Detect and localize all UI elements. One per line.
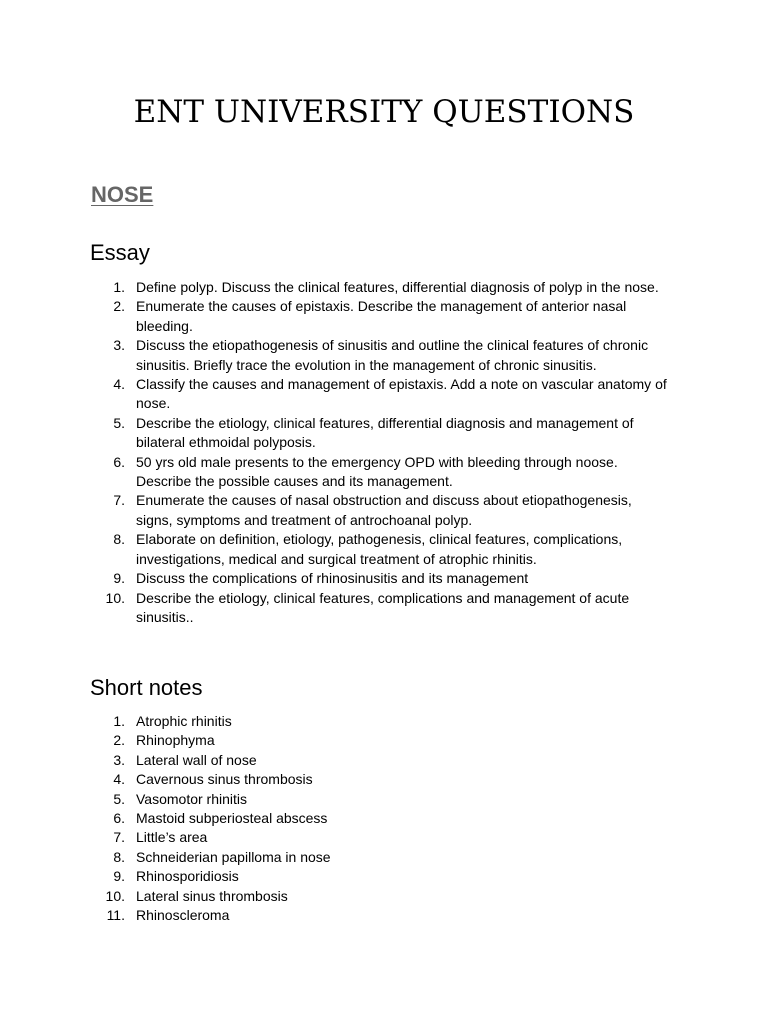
list-item-number: 4.	[113, 771, 125, 788]
list-item-text: Mastoid subperiosteal abscess	[136, 810, 328, 827]
list-item	[0, 491, 768, 530]
list-item-number: 7.	[113, 492, 125, 509]
list-item	[0, 336, 768, 375]
list-item-text: Rhinophyma	[136, 732, 215, 749]
list-item-text: Cavernous sinus thrombosis	[136, 771, 313, 788]
list-item-number: 5.	[113, 790, 125, 807]
list-item	[0, 867, 768, 886]
list-item	[0, 770, 768, 789]
list-item-number: 2.	[113, 732, 125, 749]
list-item	[0, 712, 768, 731]
list-item-text: Discuss the etiopathogenesis of sinusitis and outline the clinical features of chronic sinusitis. Briefly trace the evolution in the management of chronic sinusitis.	[136, 337, 649, 373]
list-item-text: Atrophic rhinitis	[136, 713, 232, 729]
list-item-number: 10.	[105, 887, 125, 904]
list-item	[0, 569, 768, 588]
list-item-text: Define polyp. Discuss the clinical features, differential diagnosis of polyp in the nose.	[136, 279, 659, 295]
list-item	[0, 848, 768, 867]
list-item	[0, 453, 768, 492]
document-title: ENT UNIVERSITY QUESTIONS	[133, 94, 635, 130]
list-item-text: 50 yrs old male presents to the emergency OPD with bleeding through noose. Describe the possible causes and its management.	[136, 453, 618, 490]
list-item-text: Vasomotor rhinitis	[136, 790, 248, 807]
list-item	[0, 828, 768, 847]
list-item-number: 8.	[113, 848, 125, 865]
list-item	[0, 887, 768, 906]
list-item-number: 10.	[105, 589, 125, 606]
list-item	[0, 731, 768, 750]
list-item-number: 3.	[113, 337, 125, 354]
list-item-number: 5.	[113, 414, 125, 431]
list-item-number: 4.	[113, 376, 125, 393]
list-item-text: Little’s area	[136, 829, 208, 846]
list-item	[0, 297, 768, 336]
list-item-number: 9.	[113, 570, 125, 587]
list-item-text: Enumerate the causes of nasal obstruction and discuss about etiopathogenesis, signs, symptoms and treatment of antrochoanal polyp.	[136, 492, 632, 528]
short-notes-list	[0, 712, 768, 925]
essay-question-list	[0, 278, 768, 627]
list-item-text: Elaborate on definition, etiology, pathogenesis, clinical features, complications, investigations, medical and surgical treatment of atrophic rhinitis.	[136, 531, 623, 567]
list-item-text: Rhinosporidiosis	[136, 868, 239, 885]
list-item-number: 7.	[113, 829, 125, 846]
list-item	[0, 751, 768, 770]
list-item-text: Classify the causes and management of epistaxis. Add a note on vascular anatomy of nose.	[136, 376, 667, 412]
list-item-number: 8.	[113, 531, 125, 548]
list-item	[0, 375, 768, 414]
list-item-number: 1.	[113, 279, 125, 295]
list-item-text: Lateral wall of nose	[136, 751, 257, 768]
list-item-number: 6.	[113, 453, 125, 470]
list-item-text: Describe the etiology, clinical features, differential diagnosis and management of bilateral ethmoidal polyposis.	[136, 414, 634, 451]
list-item-text: Discuss the complications of rhinosinusitis and its management	[136, 570, 529, 587]
essay-heading: Essay	[90, 240, 150, 265]
list-item	[0, 790, 768, 809]
section-heading-nose: NOSE	[91, 182, 154, 207]
list-item	[0, 906, 768, 925]
list-item-number: 6.	[113, 810, 125, 827]
list-item	[0, 414, 768, 453]
short-notes-heading: Short notes	[90, 675, 203, 700]
list-item-number: 11.	[106, 907, 125, 924]
list-item	[0, 278, 768, 297]
list-item-number: 9.	[113, 868, 125, 885]
list-item-text: Describe the etiology, clinical features, complications and management of acute sinusitis..	[136, 589, 630, 625]
list-item-text: Rhinoscleroma	[136, 907, 230, 924]
list-item	[0, 809, 768, 828]
list-item-number: 2.	[113, 298, 125, 315]
list-item	[0, 530, 768, 569]
list-item	[0, 589, 768, 628]
list-item-number: 3.	[113, 751, 125, 768]
list-item-text: Schneiderian papilloma in nose	[136, 848, 331, 865]
list-item-text: Lateral sinus thrombosis	[136, 887, 288, 904]
list-item-text: Enumerate the causes of epistaxis. Describe the management of anterior nasal bleeding.	[136, 298, 627, 334]
list-item-number: 1.	[113, 713, 125, 729]
